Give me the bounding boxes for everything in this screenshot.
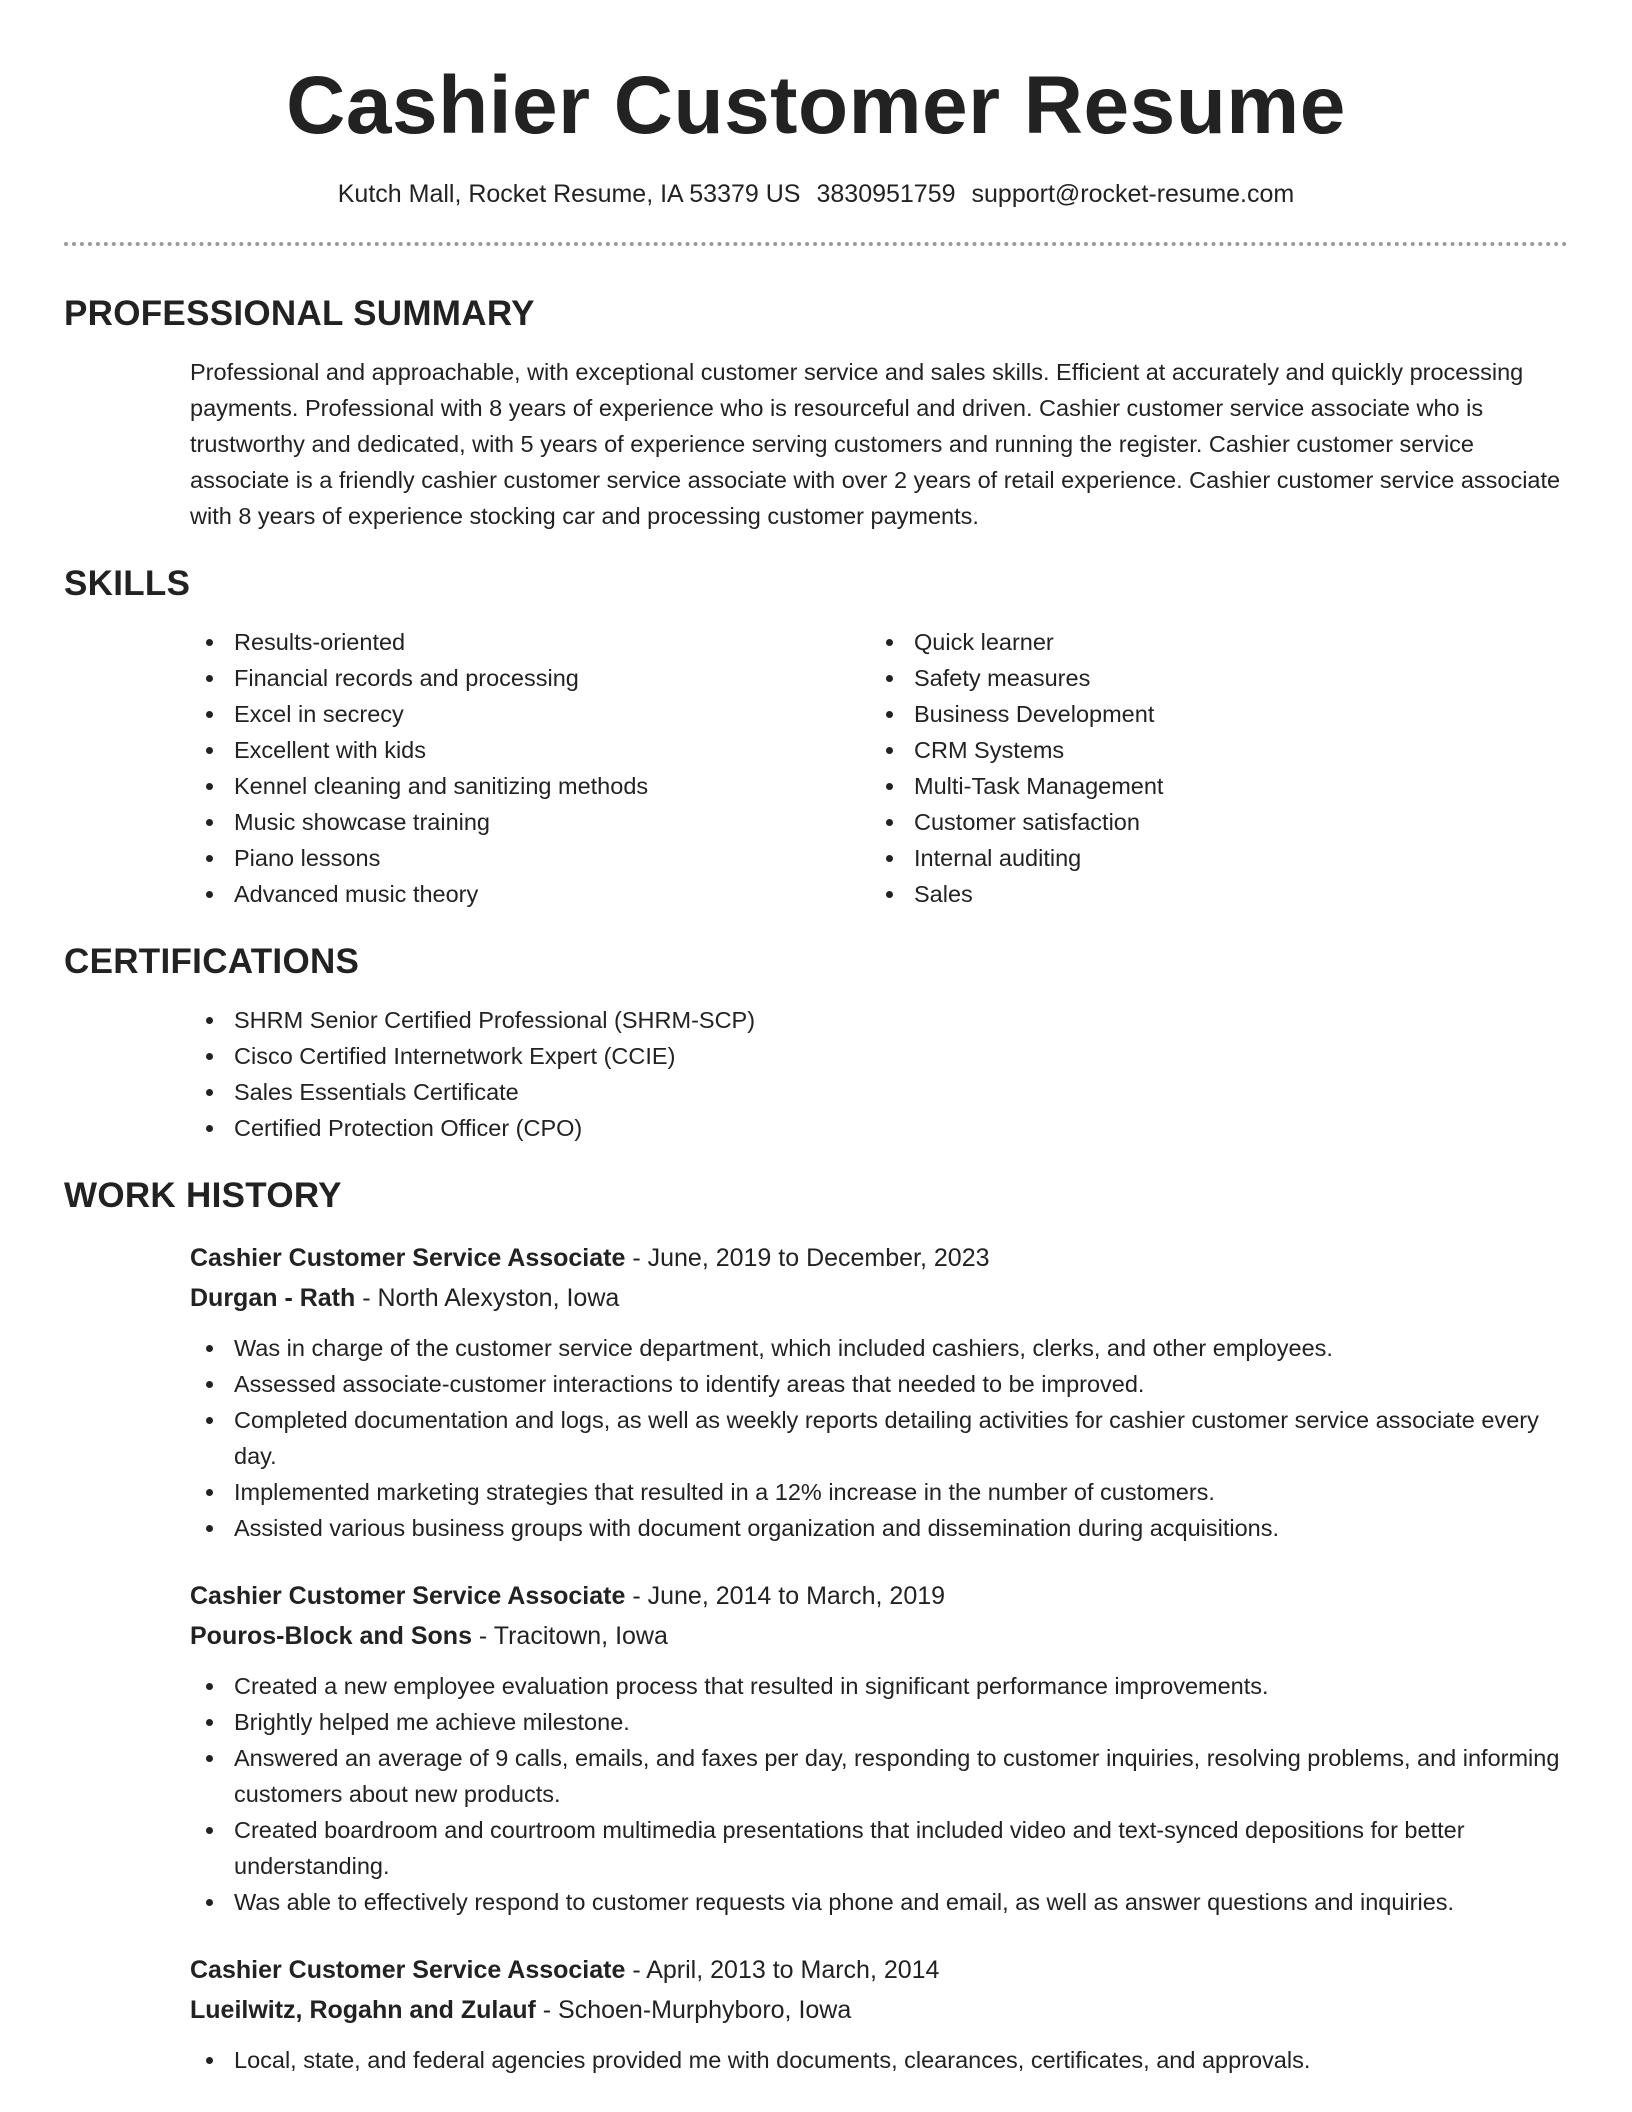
job-bullet: Implemented marketing strategies that resulted in a 12% increase in the number of customers.: [190, 1474, 1568, 1510]
job-company-line: [190, 1990, 1568, 2030]
job-company: Pouros-Block and Sons: [190, 1622, 472, 1650]
job-title-line: [190, 1576, 1568, 1616]
job-bullets: [190, 1330, 1568, 1546]
skill-item: Financial records and processing: [190, 660, 870, 696]
skill-item: Quick learner: [870, 624, 1550, 660]
job-role: Cashier Customer Service Associate: [190, 1244, 626, 1272]
job-entry: [190, 1950, 1568, 2078]
job-bullet: Brightly helped me achieve milestone.: [190, 1704, 1568, 1740]
job-entry: [190, 1238, 1568, 1546]
skill-item: Results-oriented: [190, 624, 870, 660]
job-bullet: Was able to effectively respond to customer requests via phone and email, as well as answer questions and inquiries.: [190, 1884, 1568, 1920]
job-role: Cashier Customer Service Associate: [190, 1956, 626, 1984]
header-divider: [64, 242, 1568, 246]
job-dates: - April, 2013 to March, 2014: [625, 1956, 940, 1984]
job-company-line: [190, 1278, 1568, 1318]
certification-item: Certified Protection Officer (CPO): [190, 1110, 1568, 1146]
skill-item: Kennel cleaning and sanitizing methods: [190, 768, 870, 804]
job-company-line: [190, 1616, 1568, 1656]
section-title-work-history: WORK HISTORY: [64, 1176, 342, 1215]
job-location: - Tracitown, Iowa: [471, 1622, 668, 1650]
skill-item: Business Development: [870, 696, 1550, 732]
skill-item: Internal auditing: [870, 840, 1550, 876]
skill-item: Multi-Task Management: [870, 768, 1550, 804]
job-bullet: Local, state, and federal agencies provided me with documents, clearances, certificates, and approvals.: [190, 2042, 1568, 2078]
job-location: - North Alexyston, Iowa: [355, 1284, 620, 1312]
skills-column-left: [190, 624, 870, 912]
contact-email: support@rocket-resume.com: [971, 180, 1295, 208]
skill-item: CRM Systems: [870, 732, 1550, 768]
summary-paragraph: Professional and approachable, with exceptional customer service and sales skills. Efficient at accurately and quickly processing payments. Professional with 8 years of experience who is resourceful and driven. Cashier customer service associate who is trustworthy and dedicated, with 5 years of experience serving customers and running the register. Cashier customer service associate is a friendly cashier customer service associate with over 2 years of retail experience. Cashier customer service associate with 8 years of experience stocking car and processing customer payments.: [190, 359, 1561, 529]
skill-item: Excellent with kids: [190, 732, 870, 768]
job-company: Lueilwitz, Rogahn and Zulauf: [190, 1996, 536, 2024]
skills-list-left: [190, 624, 870, 912]
certifications-list: [190, 1002, 1568, 1146]
job-bullets: [190, 2042, 1568, 2078]
job-bullet: Was in charge of the customer service department, which included cashiers, clerks, and other employees.: [190, 1330, 1568, 1366]
skill-item: Sales: [870, 876, 1550, 912]
skill-item: Piano lessons: [190, 840, 870, 876]
job-entry: [190, 1576, 1568, 1920]
section-title-skills: SKILLS: [64, 564, 191, 603]
section-title-certifications: CERTIFICATIONS: [64, 942, 360, 981]
job-bullet: Created boardroom and courtroom multimedia presentations that included video and text-synced depositions for better understanding.: [190, 1812, 1568, 1884]
job-bullet: Created a new employee evaluation process that resulted in significant performance improvements.: [190, 1668, 1568, 1704]
skills-grid: [190, 624, 1568, 912]
job-dates: - June, 2019 to December, 2023: [625, 1244, 990, 1272]
resume-name: Cashier Customer Resume: [286, 60, 1346, 151]
job-bullet: Assessed associate-customer interactions to identify areas that needed to be improved.: [190, 1366, 1568, 1402]
skill-item: Customer satisfaction: [870, 804, 1550, 840]
skills-list-right: [870, 624, 1550, 912]
skill-item: Excel in secrecy: [190, 696, 870, 732]
certification-item: Cisco Certified Internetwork Expert (CCIE): [190, 1038, 1568, 1074]
certification-item: SHRM Senior Certified Professional (SHRM-SCP): [190, 1002, 1568, 1038]
skill-item: Safety measures: [870, 660, 1550, 696]
contact-line: [64, 178, 1568, 210]
job-company: Durgan - Rath: [190, 1284, 356, 1312]
job-bullets: [190, 1668, 1568, 1920]
work-history-list: [64, 1238, 1568, 2078]
contact-phone: 3830951759: [816, 180, 956, 208]
job-bullet: Assisted various business groups with document organization and dissemination during acquisitions.: [190, 1510, 1568, 1546]
certification-item: Sales Essentials Certificate: [190, 1074, 1568, 1110]
skills-column-right: [870, 624, 1550, 912]
section-title-summary: PROFESSIONAL SUMMARY: [64, 294, 535, 333]
job-bullet: Completed documentation and logs, as well as weekly reports detailing activities for cashier customer service associate every day.: [190, 1402, 1568, 1474]
job-dates: - June, 2014 to March, 2019: [625, 1582, 946, 1610]
job-title-line: [190, 1238, 1568, 1278]
job-role: Cashier Customer Service Associate: [190, 1582, 626, 1610]
contact-address: Kutch Mall, Rocket Resume, IA 53379 US: [337, 180, 801, 208]
skill-item: Advanced music theory: [190, 876, 870, 912]
job-bullet: Answered an average of 9 calls, emails, and faxes per day, responding to customer inquiries, resolving problems, and informing customers about new products.: [190, 1740, 1568, 1812]
skill-item: Music showcase training: [190, 804, 870, 840]
job-title-line: [190, 1950, 1568, 1990]
job-location: - Schoen-Murphyboro, Iowa: [535, 1996, 852, 2024]
